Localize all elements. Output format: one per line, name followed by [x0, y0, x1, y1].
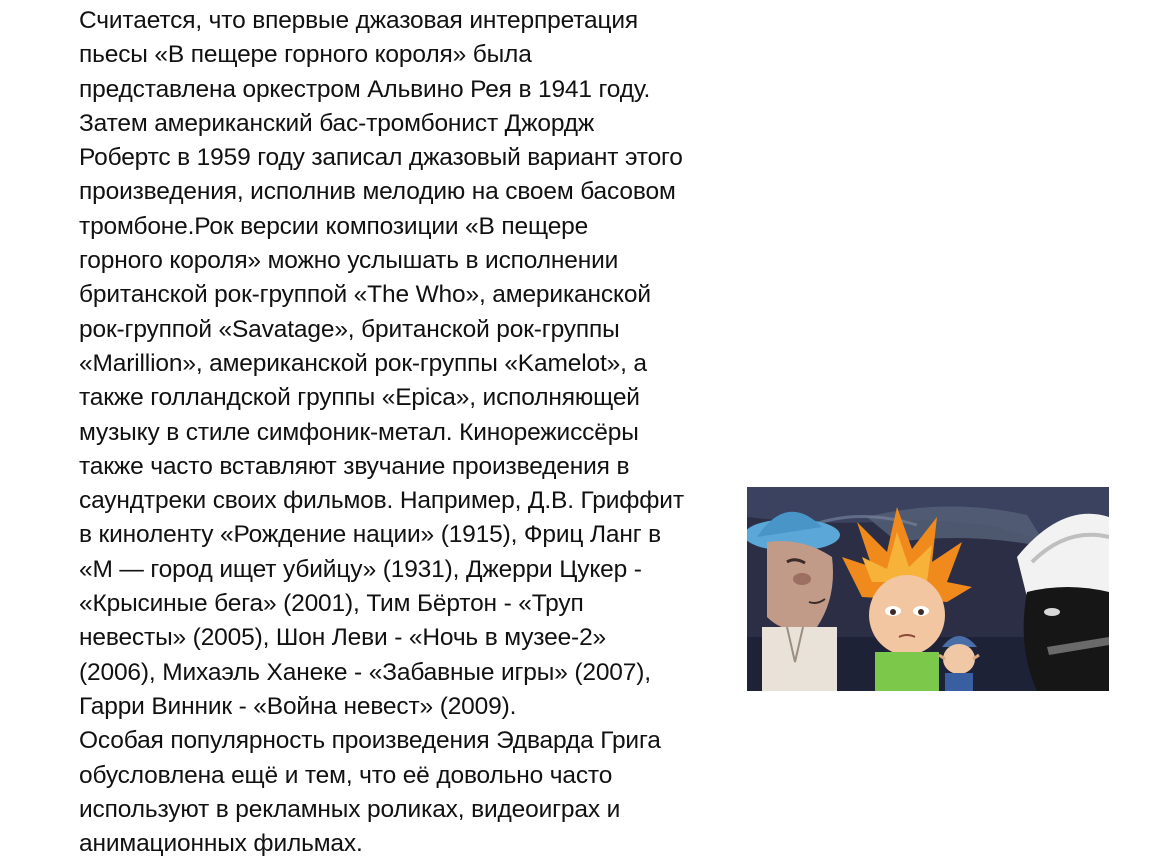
body-text [79, 4, 749, 861]
small-elf-character [939, 636, 979, 691]
text-line: «М — город ищет убийцу» (1931), Джерри Цукер - [79, 555, 642, 583]
text-line: «Marillion», американской рок-группы «Kamelot», а [79, 349, 647, 377]
text-line: невесты» (2005), Шон Леви - «Ночь в музее-2» [79, 624, 607, 652]
text-line: представлена оркестром Альвино Рея в 1941 году. [79, 75, 651, 103]
text-line: «Крысиные бега» (2001), Тим Бёртон - «Труп [79, 590, 584, 618]
text-line: пьесы «В пещере горного короля» была [79, 41, 532, 69]
text-line: горного короля» можно услышать в исполнении [79, 247, 619, 275]
text-line: Особая популярность произведения Эдварда Грига [79, 727, 661, 755]
text-line: также голландской группы «Epica», исполняющей [79, 384, 640, 412]
text-line: используют в рекламных роликах, видеоиграх и [79, 795, 621, 823]
text-line: обусловлена ещё и тем, что её довольно часто [79, 761, 613, 789]
text-line: тромбоне.Рок версии композиции «В пещере [79, 212, 589, 240]
text-line: (2006), Михаэль Ханеке - «Забавные игры» (2007), [79, 658, 651, 686]
text-line: Робертс в 1959 году записал джазовый вариант этого [79, 144, 683, 172]
cartoon-illustration [747, 487, 1109, 691]
text-line: Считается, что впервые джазовая интерпретация [79, 7, 639, 34]
text-line: произведения, исполнив мелодию на своем басовом [79, 178, 676, 206]
text-line: рок-группой «Savatage», британской рок-группы [79, 315, 620, 343]
text-line: британской рок-группой «The Who», американской [79, 281, 651, 309]
text-line: в киноленту «Рождение нации» (1915), Фриц Ланг в [79, 521, 662, 549]
cartoon-still-image [747, 487, 1109, 691]
text-line: также часто вставляют звучание произведения в [79, 452, 630, 480]
text-line: музыку в стиле симфоник-метал. Кинорежиссёры [79, 418, 639, 446]
text-line: анимационных фильмах. [79, 830, 363, 858]
text-line: Гарри Винник - «Война невест» (2009). [79, 692, 517, 720]
text-line: саундтреки своих фильмов. Например, Д.В. Гриффит [79, 487, 684, 515]
text-line: Затем американский бас-тромбонист Джордж [79, 109, 595, 137]
